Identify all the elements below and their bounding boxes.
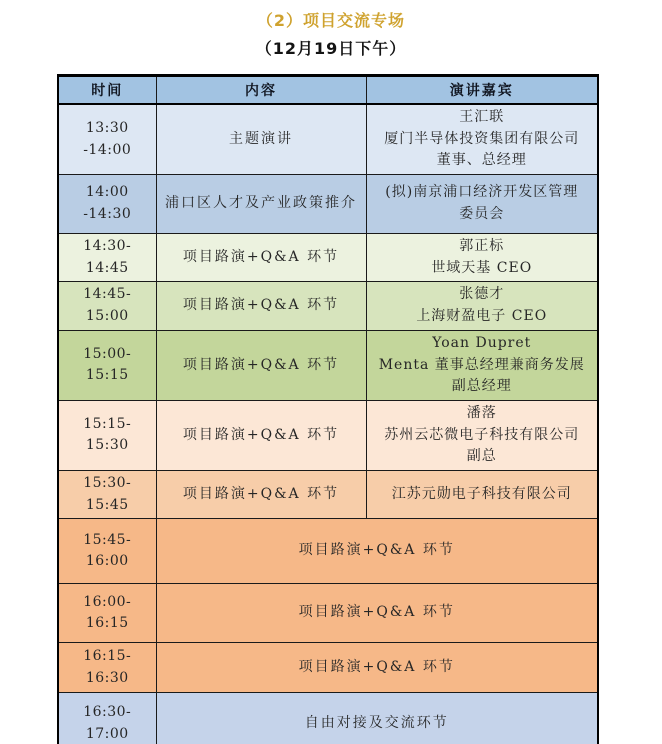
guest-cell <box>366 234 598 282</box>
guest-line: 王汇联 <box>459 109 505 125</box>
guest-line: 江苏元勋电子科技有限公司 <box>391 485 572 502</box>
time-cell: 14:00 -14:30 <box>58 175 156 234</box>
guest-line: 潘落 <box>466 404 497 421</box>
header-time: 时间 <box>58 76 156 105</box>
time-cell: 15:00-15:15 <box>58 330 156 400</box>
time-cell: 16:00-16:15 <box>58 584 156 643</box>
guest-cell <box>366 175 598 234</box>
guest-line: 郭正标 <box>459 238 505 255</box>
schedule-row <box>58 175 598 234</box>
guest-line: 上海财盈电子 CEO <box>416 308 548 325</box>
schedule-row <box>58 584 598 643</box>
time-cell: 16:15-16:30 <box>58 643 156 693</box>
guest-line: 副总经理 <box>451 378 512 395</box>
schedule-row <box>58 104 598 175</box>
schedule-table <box>57 74 599 744</box>
content-cell: 项目路演+Q&A 环节 <box>156 330 366 400</box>
guest-cell <box>366 330 598 400</box>
schedule-table-wrapper <box>57 74 597 744</box>
guest-line: 厦门半导体投资集团有限公司 <box>384 130 580 147</box>
guest-line: (拟)南京浦口经济开发区管理 <box>385 184 579 201</box>
schedule-row <box>58 693 598 744</box>
content-cell: 自由对接及交流环节 <box>156 693 598 744</box>
guest-line: Yoan Dupret <box>432 334 532 351</box>
guest-line: 副总 <box>466 448 497 465</box>
time-cell: 13:30 -14:00 <box>58 104 156 175</box>
schedule-row <box>58 470 598 518</box>
time-cell: 14:45-15:00 <box>58 282 156 330</box>
guest-line: Menta 董事总经理兼商务发展 <box>378 356 585 373</box>
time-cell: 15:45-16:00 <box>58 519 156 584</box>
content-cell: 项目路演+Q&A 环节 <box>156 643 598 693</box>
schedule-row <box>58 330 598 400</box>
schedule-body <box>58 104 598 744</box>
schedule-header-row <box>58 76 598 105</box>
schedule-row <box>58 234 598 282</box>
header-content: 内容 <box>156 76 366 105</box>
guest-cell <box>366 400 598 470</box>
content-cell: 项目路演+Q&A 环节 <box>156 519 598 584</box>
schedule-row <box>58 519 598 584</box>
time-cell: 15:30-15:45 <box>58 470 156 518</box>
guest-line: 苏州云芯微电子科技有限公司 <box>384 426 580 443</box>
page-subtitle: （12月19日下午） <box>255 39 407 58</box>
guest-cell <box>366 104 598 175</box>
time-cell: 15:15-15:30 <box>58 400 156 470</box>
schedule-header <box>58 76 598 105</box>
schedule-row <box>58 282 598 330</box>
content-cell: 浦口区人才及产业政策推介 <box>156 175 366 234</box>
schedule-row <box>58 643 598 693</box>
guest-cell <box>366 470 598 518</box>
page-title: （2）项目交流专场 <box>256 11 406 30</box>
content-cell: 项目路演+Q&A 环节 <box>156 584 598 643</box>
header-guest: 演讲嘉宾 <box>366 76 598 105</box>
content-cell: 项目路演+Q&A 环节 <box>156 400 366 470</box>
time-cell: 16:30-17:00 <box>58 693 156 744</box>
content-cell: 项目路演+Q&A 环节 <box>156 282 366 330</box>
guest-line: 世域天基 CEO <box>431 259 533 276</box>
guest-cell <box>366 282 598 330</box>
content-cell: 主题演讲 <box>156 104 366 175</box>
guest-line: 张德才 <box>459 286 505 303</box>
guest-line: 董事、总经理 <box>436 152 527 169</box>
content-cell: 项目路演+Q&A 环节 <box>156 234 366 282</box>
schedule-row <box>58 400 598 470</box>
time-cell: 14:30-14:45 <box>58 234 156 282</box>
content-cell: 项目路演+Q&A 环节 <box>156 470 366 518</box>
guest-line: 委员会 <box>459 206 505 223</box>
